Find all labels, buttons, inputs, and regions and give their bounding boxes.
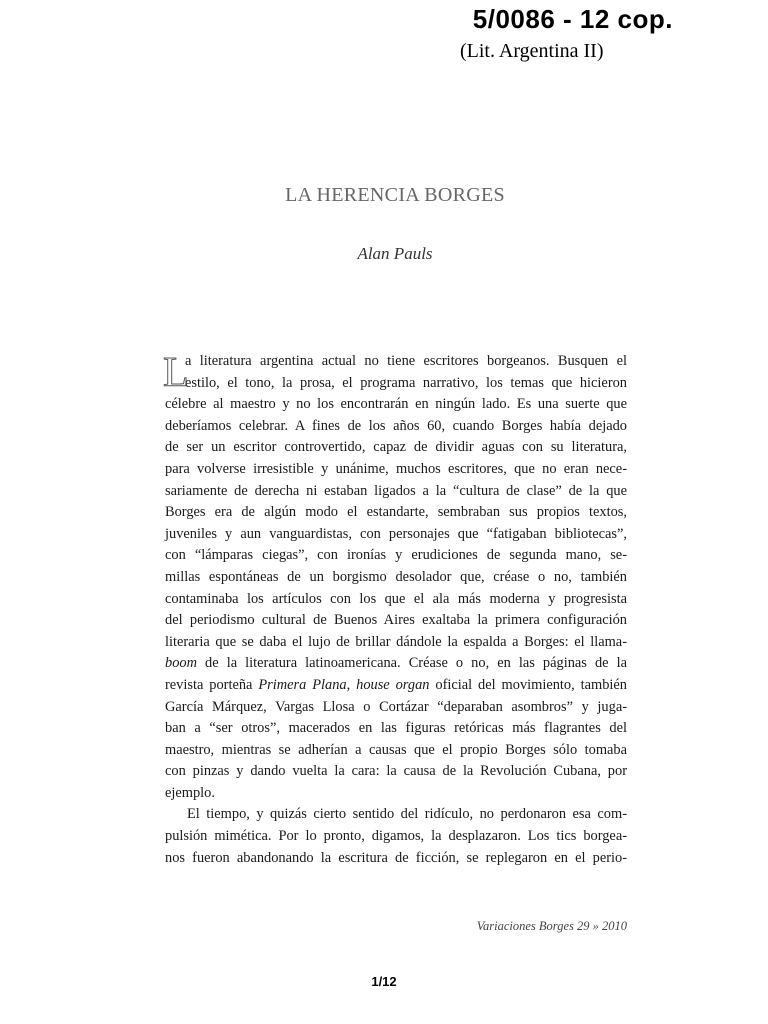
body-line: literaria que se daba el lujo de brillar dándole la espalda a Borges: el llama- <box>165 633 627 650</box>
article-author: Alan Pauls <box>357 244 433 263</box>
body-line: sariamente de derecha ni estaban ligados a la “cultura de clase” de la que <box>165 482 627 499</box>
body-line: del periodismo cultural de Buenos Aires exaltaba la primera configuración <box>165 612 627 629</box>
text-run: de la literatura latinoamericana. Créase o no, en las páginas de la <box>196 655 627 672</box>
body-line: con pinzas y dando vuelta la cara: la causa de la Revolución Cubana, por <box>165 763 627 780</box>
body-line: millas espontáneas de un borgismo desolador que, créase o no, también <box>165 568 627 585</box>
body-line: pulsión mimética. Por lo pronto, digamos, la desplazaron. Los tics borgea- <box>165 828 627 845</box>
text-run: , <box>346 676 357 693</box>
body-line: a literatura argentina actual no tiene escritores borgeanos. Busquen el <box>185 353 627 369</box>
journal-footer: Variaciones Borges 29 » 2010 <box>476 919 627 933</box>
body-line: ban a “ser otros”, macerados en las figuras retóricas más flagrantes del <box>165 720 627 737</box>
body-line: maestro, mientras se adherían a causas que el propio Borges sólo tomaba <box>165 741 627 758</box>
italic-term: house organ <box>356 676 430 693</box>
body-line: ejemplo. <box>165 784 215 801</box>
drop-cap: L <box>163 350 189 396</box>
body-line: de ser un escritor controvertido, capaz de dividir aguas con su literatura, <box>165 439 627 456</box>
body-line-mixed <box>165 675 627 697</box>
document-code: 5/0086 - 12 cop. <box>472 4 673 34</box>
body-line: nos fueron abandonando la escritura de ficción, se replegaron en el perio- <box>165 849 627 866</box>
body-line: juveniles y aun vanguardistas, con personajes que “fatigaban bibliotecas”, <box>165 525 627 542</box>
first-paragraph-start <box>165 351 627 394</box>
body-line: García Márquez, Vargas Llosa o Cortázar “deparaban asombros” y juga- <box>165 698 627 715</box>
course-label: (Lit. Argentina II) <box>460 40 604 62</box>
text-run: oficial del movimiento, también <box>429 676 627 693</box>
body-line: deberíamos celebrar. A fines de los años 60, cuando Borges había dejado <box>165 417 627 434</box>
body-line-mixed <box>165 653 627 675</box>
body-line: para volverse irresistible y unánime, muchos escritores, que no eran nece- <box>165 460 627 477</box>
body-line: con “lámparas ciegas”, con ironías y erudiciones de segunda mano, se- <box>165 547 627 564</box>
body-line: contaminaba los artículos con los que el ala más moderna y progresista <box>165 590 627 607</box>
article-title: LA HERENCIA BORGES <box>285 184 505 206</box>
italic-term: Primera Plana <box>258 676 347 693</box>
article-body <box>165 351 627 869</box>
body-line: célebre al maestro y no los encontrarán en ningún lado. Es una suerte que <box>165 396 627 413</box>
page-number: 1/12 <box>371 974 397 989</box>
body-line: estilo, el tono, la prosa, el programa narrativo, los temas que hicieron <box>185 374 627 391</box>
body-line: El tiempo, y quizás cierto sentido del ridículo, no perdonaron esa com- <box>187 806 627 823</box>
italic-term: boom <box>165 655 197 672</box>
body-line: Borges era de algún modo el estandarte, sembraban sus propios textos, <box>165 504 627 521</box>
text-run: revista porteña <box>165 676 259 693</box>
